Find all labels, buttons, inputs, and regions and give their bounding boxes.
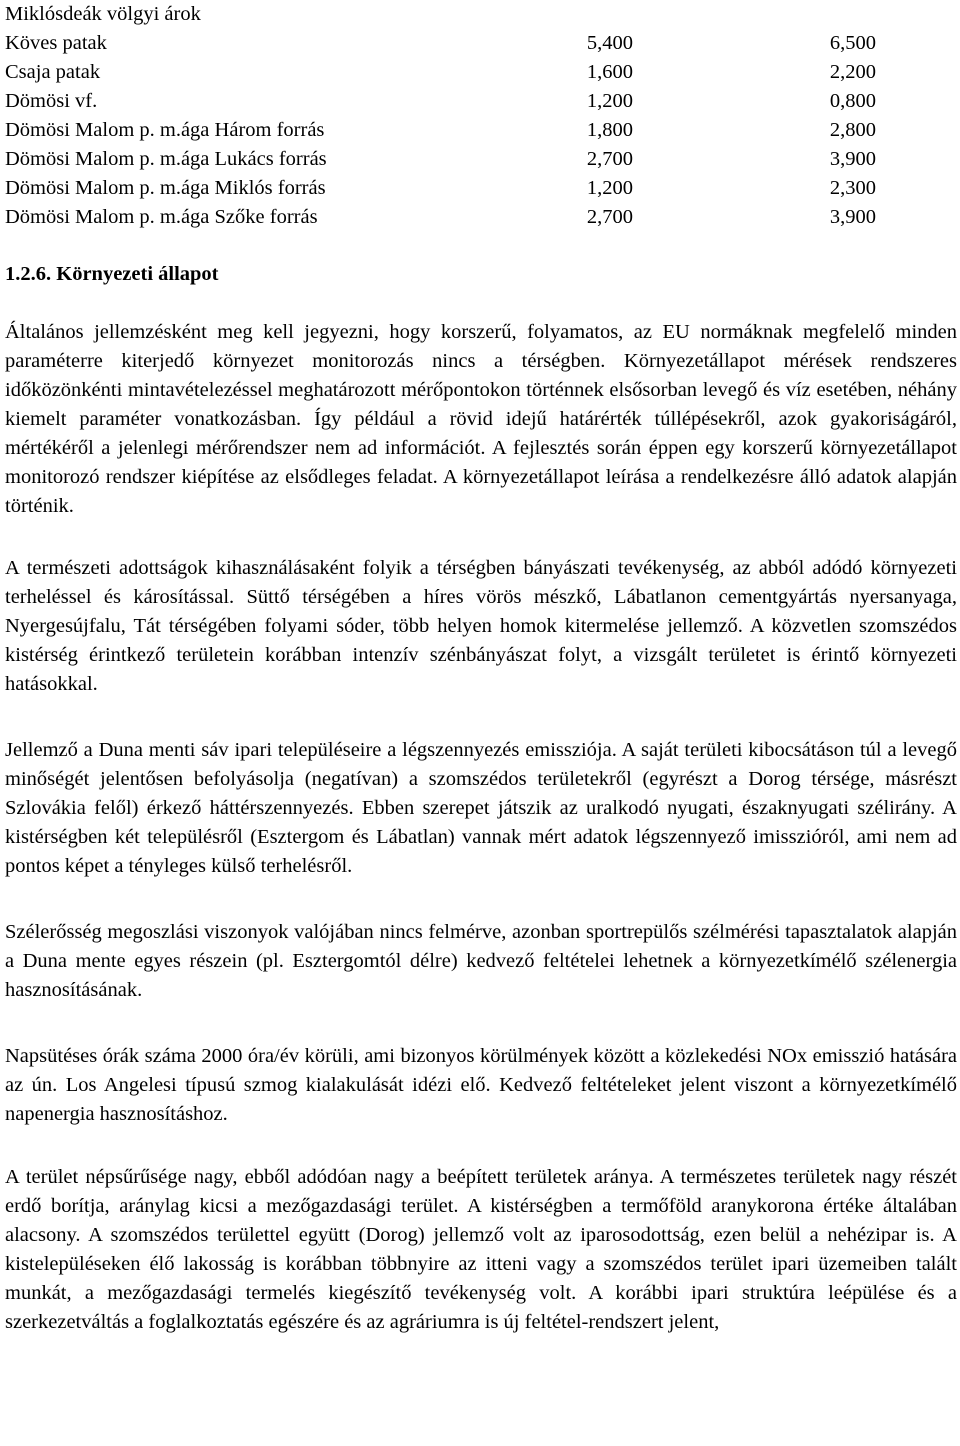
paragraph: Jellemző a Duna menti sáv ipari településeire a légszennyezés emissziója. A saját területi kibocsátáson túl a levegő minőségét jelentősen befolyásolja (negatívan) a szomszédos területekről (egyrészt a Dorog térsége, másrészt Szlovákia felől) érkező háttérszennyezés. Ebben szerepet játszik az uralkodó nyugati, északnyugati szélirány. A kistérségben két településről (Esztergom és Lábatlan) vannak mért adatok légszennyező imisszióról, ami nem ad pontos képet a tényleges külső terhelésről. [5,739,957,877]
paragraph: Napsütéses órák száma 2000 óra/év körüli, ami bizonyos körülmények között a közlekedési NOx emisszió hatására az ún. Los Angelesi típusú szmog kialakulását idézi elő. Kedvező feltételeket jelent viszont a környezetkímélő napenergia hasznosításhoz. [5,1045,957,1125]
table-row [5,174,957,203]
table-cell-value-2: 0,800 [829,90,876,112]
table-title-text: Miklósdeák völgyi árok [5,3,201,25]
table-cell-value-1: 1,800 [586,119,633,141]
table-row [5,58,957,87]
paragraph: Szélerősség megoszlási viszonyok valójában nincs felmérve, azonban sportrepülős szélmérési tapasztalatok alapján a Duna mente egyes részein (pl. Esztergomtól délre) kedvező feltételei lehetnek a környezetkímélő szélenergia hasznosításának. [5,921,957,1001]
table-cell-name: Dömösi Malom p. m.ága Szőke forrás [5,206,318,228]
table-row [5,203,957,232]
table-cell-value-1: 1,200 [586,90,633,112]
paragraph: A terület népsűrűsége nagy, ebből adódóan nagy a beépített területek aránya. A természetes területek nagy részét erdő borítja, aránylag kicsi a mezőgazdasági terület. A kistérségben a termőföld aranykorona értéke általában alacsony. A szomszédos területtel együtt (Dorog) jellemző volt az iparosodottság, ezen belül a nehézipar is. A kistelepüléseken élő lakosság is korábban többnyire az itteni vagy a szomszédos terület ipari üzemeiben talált munkát, a mezőgazdasági termelés kiegészítő tevékenység volt. A korábbi ipari struktúra leépülése és a szerkezetváltás a foglalkoztatás egészére és az agráriumra is új feltétel-rendszert jelent, [5,1166,957,1333]
table-row [5,87,957,116]
table-row [5,116,957,145]
table-cell-name: Köves patak [5,32,107,54]
table-cell-value-1: 1,600 [586,61,633,83]
table-cell-value-2: 2,300 [829,177,876,199]
section-heading: 1.2.6. Környezeti állapot [5,263,219,285]
table-cell-value-2: 2,200 [829,61,876,83]
table-cell-value-2: 6,500 [829,32,876,54]
table-cell-value-1: 1,200 [586,177,633,199]
table-cell-name: Dömösi Malom p. m.ága Három forrás [5,119,325,141]
water-table [5,0,957,232]
table-cell-value-2: 2,800 [829,119,876,141]
table-cell-value-1: 2,700 [586,148,633,170]
document-page [5,0,957,1337]
table-title [5,0,957,29]
paragraph: Általános jellemzésként meg kell jegyezni, hogy korszerű, folyamatos, az EU normáknak megfelelő minden paraméterre kiterjedő környezet monitorozás nincs a térségben. Környezetállapot mérések rendszeres időközönkénti mintavételezéssel meghatározott mérőpontokon történnek elsősorban levegő és víz esetében, néhány kiemelt paraméter vonatkozásban. Így például a rövid idejű határérték túllépésekről, azok gyakoriságáról, mértékéről a jelenlegi mérőrendszer nem ad információt. A fejlesztés során éppen egy korszerű környezetállapot monitorozó rendszer kiépítése az elsődleges feladat. A környezetállapot leírása a rendelkezésre álló adatok alapján történik. [5,321,957,517]
table-cell-value-2: 3,900 [829,148,876,170]
table-row [5,29,957,58]
table-cell-name: Dömösi vf. [5,90,98,112]
paragraph: A természeti adottságok kihasználásaként folyik a térségben bányászati tevékenység, az abból adódó környezeti terheléssel és károsítással. Süttő térségében a híres vörös mészkő, Lábatlanon cementgyártás nyersanyaga, Nyergesújfalu, Tát térségében folyami sóder, több helyen homok kitermelése jellemző. A közvetlen szomszédos kistérség érintkező területein korábban intenzív szénbányászat folyt, a vizsgált területet is érintő környezeti hatásokkal. [5,557,957,695]
table-cell-value-1: 2,700 [586,206,633,228]
table-cell-name: Dömösi Malom p. m.ága Miklós forrás [5,177,326,199]
table-cell-name: Dömösi Malom p. m.ága Lukács forrás [5,148,327,170]
table-cell-name: Csaja patak [5,61,101,83]
table-row [5,145,957,174]
table-cell-value-2: 3,900 [829,206,876,228]
table-cell-value-1: 5,400 [586,32,633,54]
